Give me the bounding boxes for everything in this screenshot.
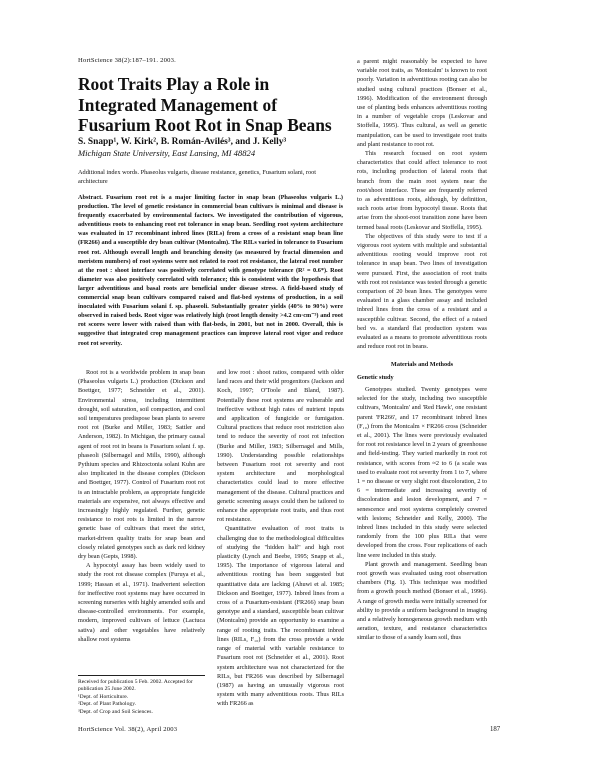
paragraph: Plant growth and management. Seedling bean root growth was evaluated using root observation chambers (Fig. 1). This technique was modified from a growth pouch method (Bonser et al., 1996). A range of growth media were initially screened for ability to provide a uniform background in imaging and a relatively homogeneous growth medium with aeration, texture, and resistance characteristics similar to those of a sandy loam soil, thus (357, 560, 487, 642)
footnote-dept-2: ²Dept. of Plant Pathology. (78, 701, 137, 708)
footnote-dept-1: ¹Dept. of Horticulture. (78, 693, 129, 700)
section-heading: Materials and Methods (390, 360, 454, 368)
paragraph: The objectives of this study were to test if a vigorous root system with multiple and substantial adventitious rooting would improve root rot tolerance in snap bean. Two lines of investigation were pursued. First, the association of root traits with root rot resistance was tested through a genetic comparison of 20 bean lines. The genotypes were evaluated in a glass chamber assay and included inbred lines from the cross of a resistant and a susceptible cultivar. Second, the effect of a raised bed vs. a standard flat production system was evaluated as a means to promote adventitious roots and reduce root rot in beans. (357, 232, 487, 351)
paragraph: A hypocotyl assay has been widely used to study the root rot disease complex (Furuya et al., 1999; Hassan et al., 1971). Inadvertent selection for ineffective root systems may have occurred in screening nurseries with highly amended soils and disease-controlled environments. For example, modern, improved cultivars of lettuce (Lactuca sativa) and other vegetables have relatively shallow root systems (78, 562, 205, 643)
index-words: Additional index words. Phaseolus vulgaris, disease resistance, genetics, Fusarium solani, root architecture (78, 169, 317, 186)
footnote-received: Received for publication 5 Feb. 2002. Accepted for publication 25 June 2002. (78, 679, 193, 693)
author-list: S. Snapp¹, W. Kirk², B. Román-Avilés³, and J. Kelly³ (78, 137, 287, 147)
affiliation: Michigan State University, East Lansing, MI 48824 (78, 148, 256, 158)
paragraph: Quantitative evaluation of root traits is challenging due to the methodological difficulties of studying the "hidden half" and high root plasticity (Lynch and Beebe, 1995; Snapp et al., 1995). The importance of vigorous lateral and adventitious rooting has been suggested but quantitative data are lacking (Ahuwi et al. 1985; Dickson and Boettger, 1977). Inbred lines from a cross of a Fusarium-resistant (FR266) snap bean genotype and a standard, susceptible bean cultivar (Montcalm) provide an opportunity to examine a range of rooting traits. The recombinant inbred lines (RILs, F₁₀) from the cross provide a wide range of material with variable resistance to Fusarium root rot (Schneider et al., 2001). Root system architecture was not characterized for the RILs, but FR266 was described by Silbernagel (1987) as having an unusually vigorous root system with many adventitious roots. Thus RILs with FR266 as (217, 525, 344, 708)
footnote-dept-3: ³Dept. of Crop and Soil Sciences. (78, 708, 153, 715)
paragraph: Root rot is a worldwide problem in snap bean (Phaseolus vulgaris L.) production (Dickson and Boettger, 1977; Schneider et al., 2001). Environmental stress, including intermittent drought, soil saturation, soil compaction, and cool soil temperatures predispose bean plants to severe root rot (Burke and Miller, 1983; Sattler and Anderson, 1982). In Michigan, the primary causal agent of root rot in beans is Fusarium solani f. sp. phaseoli (Silbernagel and Mills, 1990), although Pythium species and Rhizoctonia solani Kuhn are also implicated in the disease complex (Dickson and Boettger, 1977). Control of Fusarium root rot is an intractable problem, as appropriate fungicide materials are expensive, not always effective and increasingly highly regulated. Further, genetic resistance to root rots is limited in the narrow genetic base of cultivars that meet the strict, market-driven quality traits for snap bean and closely related genotypes such as dark red kidney dry bean (Gepts, 1998). (78, 369, 205, 561)
body-column-1 (78, 368, 205, 644)
page-number: 187 (490, 726, 501, 733)
paragraph: and low root : shoot ratios, compared with older land races and their wild progenitors (Jackson and Koch, 1997; O'Toole and Bland, 1987). Potentially these root systems are vulnerable and ineffective without high rates of nutrient inputs and application of fungicide or fumigation. Cultural practices that reduce root restriction also tend to reduce the severity of root rot infection (Burke and Miller, 1983; Silbernagel and Mills, 1990). Understanding possible relationships between Fusarium root rot severity and root system architecture and morphological characteristics could lead to more effective management of the disease. Cultural practices and genetic screening assays could then be tailored to enhance the appropriate root traits, and thus root rot resistance. (217, 369, 344, 524)
paragraph: This research focused on root system characteristics that could affect tolerance to root rots, including production of lateral roots that branch from the main root system near the root/shoot interface. These are frequently referred to as adventitious roots, although, by definition, such roots arise from hypocotyl tissue. Roots that arise from the shoot-root transition zone have been termed basal roots (Leskovar and Stoffella, 1995). (357, 150, 487, 231)
footnotes (78, 675, 205, 716)
journal-citation: HortScience 38(2):187–191. 2003. (78, 57, 176, 64)
article-title: Root Traits Play a Role in Integrated Management of Fusarium Root Rot in Snap Beans (78, 74, 332, 135)
subsection-heading: Genetic study (357, 373, 394, 381)
body-column-3 (357, 57, 487, 643)
body-column-2 (217, 368, 344, 709)
footer-journal: HortScience Vol. 38(2), April 2003 (78, 726, 178, 733)
abstract: Abstract. Fusarium root rot is a major limiting factor in snap bean (Phaseolus vulgaris L.) production. The level of genetic resistance in commercial bean cultivars is minimal and disease is frequently exacerbated by environmental factors. We investigated the contribution of vigorous, adventitious roots to enhancing root rot tolerance in snap bean. Seedling root system architecture was evaluated in 17 recombinant inbred lines (RILs) from a cross of a resistant snap bean line (FR266) and a susceptible dry bean cultivar (Montcalm). The RILs varied in tolerance to Fusarium root rot. Although overall length and branching density (as measured by fractal dimension and meristem numbers) of root systems were not related to root rot resistance, the lateral root number at the root : shoot interface was positively correlated with genotype tolerance (R² = 0.6*). Root diameter was also positively correlated with tolerance; this is consistent with the hypothesis that larger adventitious and basal roots are beneficial under disease stress. A field-based study of commercial snap bean cultivars compared raised and flat-bed systems of production, in a soil inoculated with Fusarium solani f. sp. phaseoli. Substantially greater yields (40% to 90%) were observed in raised beds. Root vigor was relatively high (root length density >4.2 cm·cm⁻³) and root rot scores were lower with raised than with flat-beds, in 2001, but not in 2000. Overall, this is suggestive that integrated crop management practices can improve lateral root vigor and reduce root rot severity. (78, 194, 343, 347)
paragraph: a parent might reasonably be expected to have variable root traits, as 'Montcalm' is known to root poorly. Variation in adventitious rooting can also be studied using cultural practices (Bonser et al., 1996). Modification of the environment through use of planting beds enhances adventitious rooting in a number of vegetable crops (Leskovar and Stoffella, 1995). Thus cultural, as well as genetic manipulation, can be used to investigate root traits and plant resistance to root rot. (357, 58, 487, 148)
paragraph: Genotypes studied. Twenty genotypes were selected for the study, including two susceptible cultivars, 'Montcalm' and 'Red Hawk', one resistant parent 'FR266', and 17 recombinant inbred lines (F₁₀) from the Montcalm × FR266 cross (Schneider et al., 2001). The lines were previously evaluated for root rot resistance level in 2 years of greenhouse and field-testing. They varied markedly in root rot resistance, with scores from ≈2 to 6 (a scale was used to evaluate root rot severity from 1 to 7, where 1 = no disease or very slight root discoloration, 2 to 6 = intermediate and increasing severity of discoloration and lesion development, and 7 = senescence and root systems completely covered with lesions; Schneider and Kelly, 2000). The inbred lines included in this study were selected randomly from the 100 plus RILs that were developed from the cross. Four replications of each line were included in this study. (357, 385, 487, 559)
